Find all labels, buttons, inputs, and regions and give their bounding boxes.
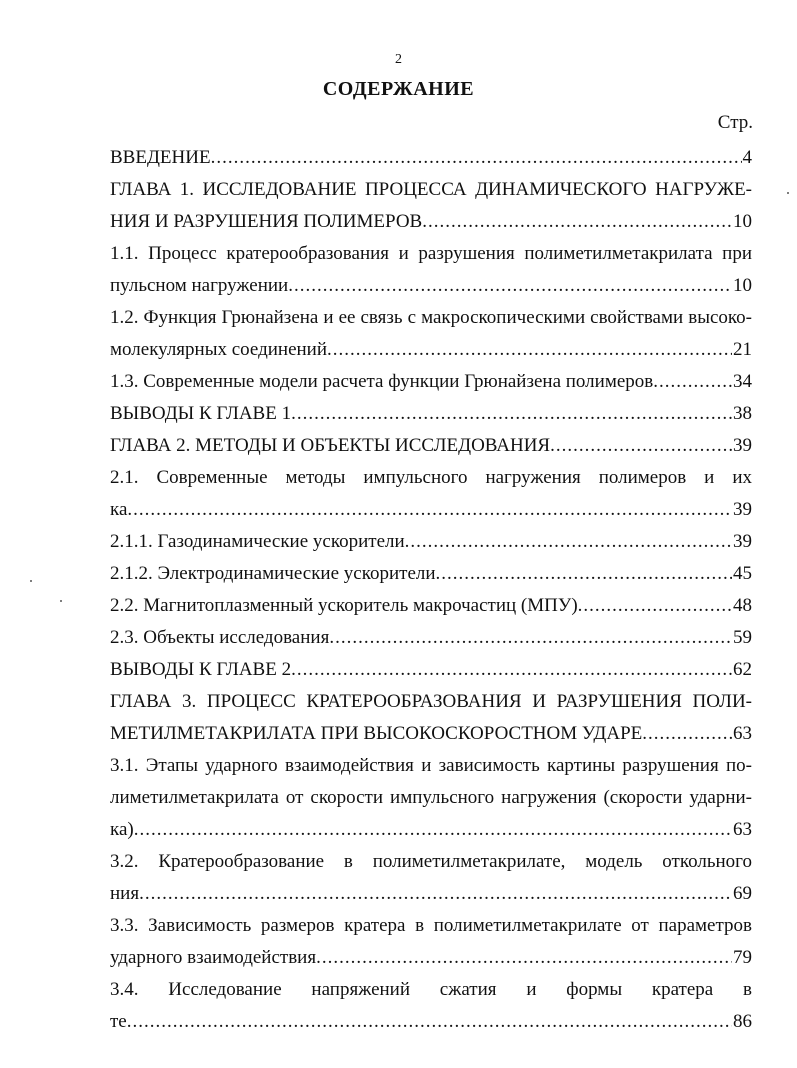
toc-leader-dots (291, 398, 732, 430)
toc-leader-dots (211, 142, 742, 174)
toc-entry (110, 718, 752, 750)
table-of-contents (110, 142, 752, 1038)
toc-entry-text: ударного взаимодействия (110, 947, 317, 968)
toc-leader-dots (329, 622, 732, 654)
toc-entry (110, 590, 752, 622)
toc-entry-text: 2.3. Объекты исследования (110, 627, 330, 648)
toc-entry-page: 69 (733, 883, 752, 904)
toc-entry-page: 34 (733, 371, 752, 392)
toc-leader-dots (653, 366, 732, 398)
toc-entry-text: 1.3. Современные модели расчета функции Грюнайзена полимеров (110, 371, 654, 392)
toc-entry-first-line: 1.2. Функция Грюнайзена и ее связь с макроскопическими свойствами высоко- (110, 307, 752, 328)
toc-entry-page: 45 (733, 563, 752, 584)
toc-entry (110, 270, 752, 302)
toc-entry-text: ка) (110, 819, 134, 840)
toc-leader-dots (578, 590, 732, 622)
toc-leader-dots (436, 558, 732, 590)
toc-leader-dots (139, 878, 732, 910)
toc-entry-page: 62 (733, 659, 752, 680)
toc-leader-dots (316, 942, 732, 974)
toc-entry-page: 4 (742, 147, 752, 168)
page-number: 2 (395, 52, 402, 67)
toc-entry-text: те (110, 1011, 127, 1032)
toc-entry (110, 526, 752, 558)
toc-entry-first-line: 1.1. Процесс кратерообразования и разрушения полиметилметакрилата при (110, 243, 752, 264)
toc-entry-first-line: 3.3. Зависимость размеров кратера в полиметилметакрилате от параметров (110, 915, 752, 936)
toc-entry-text: ВЫВОДЫ К ГЛАВЕ 1 (110, 403, 292, 424)
toc-leader-dots (291, 654, 732, 686)
toc-entry-text: ка (110, 499, 128, 520)
toc-leader-dots (550, 430, 732, 462)
toc-entry (110, 494, 752, 526)
toc-entry (110, 654, 752, 686)
toc-entry-text: 2.1.2. Электродинамические ускорители (110, 563, 436, 584)
page-column-label: Стр. (717, 112, 753, 133)
toc-entry-page: 79 (733, 947, 752, 968)
toc-leader-dots (127, 1006, 732, 1038)
toc-entry-text: ния (110, 883, 140, 904)
toc-entry (110, 142, 752, 174)
scan-speck (60, 600, 62, 602)
toc-leader-dots (642, 718, 732, 750)
toc-entry-first-line: 2.1. Современные методы импульсного нагружения полимеров и их (110, 467, 752, 488)
toc-entry (110, 814, 752, 846)
toc-entry-text: молекулярных соединений (110, 339, 328, 360)
toc-entry-text: ВЫВОДЫ К ГЛАВЕ 2 (110, 659, 292, 680)
toc-entry-text: пульсном нагружении (110, 275, 289, 296)
page-title: СОДЕРЖАНИЕ (322, 78, 475, 100)
toc-entry-page: 39 (733, 499, 752, 520)
toc-entry (110, 878, 752, 910)
toc-entry-page: 48 (733, 595, 752, 616)
toc-entry (110, 206, 752, 238)
toc-leader-dots (327, 334, 732, 366)
toc-entry-page: 10 (733, 275, 752, 296)
toc-leader-dots (127, 494, 732, 526)
toc-entry (110, 1006, 752, 1038)
scan-speck (30, 580, 32, 582)
toc-leader-dots (422, 206, 732, 238)
toc-entry-page: 38 (733, 403, 752, 424)
toc-entry-page: 39 (733, 435, 752, 456)
toc-entry-text: ГЛАВА 2. МЕТОДЫ И ОБЪЕКТЫ ИССЛЕДОВАНИЯ (110, 435, 551, 456)
scan-speck (787, 192, 789, 194)
toc-entry-text: ВВЕДЕНИЕ (110, 147, 211, 168)
toc-entry-page: 21 (733, 339, 752, 360)
toc-entry-text: 2.2. Магнитоплазменный ускоритель макрочастиц (МПУ) (110, 595, 578, 616)
toc-entry-text: МЕТИЛМЕТАКРИЛАТА ПРИ ВЫСОКОСКОРОСТНОМ УДАРЕ (110, 723, 643, 744)
toc-entry-first-line: 3.4. Исследование напряжений сжатия и формы кратера в (110, 979, 752, 1000)
toc-entry (110, 622, 752, 654)
toc-entry-page: 39 (733, 531, 752, 552)
toc-entry-page: 10 (733, 211, 752, 232)
toc-entry-first-line: ГЛАВА 1. ИССЛЕДОВАНИЕ ПРОЦЕССА ДИНАМИЧЕСКОГО НАГРУЖЕ- (110, 179, 752, 200)
toc-entry-first-line: 3.1. Этапы ударного взаимодействия и зависимость картины разрушения по- (110, 755, 752, 776)
toc-entry-page: 63 (733, 819, 752, 840)
toc-entry (110, 942, 752, 974)
toc-leader-dots (405, 526, 732, 558)
toc-entry (110, 366, 752, 398)
toc-entry-middle-line: лиметилметакрилата от скорости импульсного нагружения (скорости ударни- (110, 787, 752, 808)
toc-entry (110, 430, 752, 462)
toc-entry-first-line: 3.2. Кратерообразование в полиметилметакрилате, модель откольного (110, 851, 752, 872)
toc-entry-page: 59 (733, 627, 752, 648)
toc-entry-first-line: ГЛАВА 3. ПРОЦЕСС КРАТЕРООБРАЗОВАНИЯ И РАЗРУШЕНИЯ ПОЛИ- (110, 691, 752, 712)
toc-leader-dots (288, 270, 732, 302)
toc-entry-text: НИЯ И РАЗРУШЕНИЯ ПОЛИМЕРОВ (110, 211, 423, 232)
toc-entry (110, 558, 752, 590)
toc-entry-page: 86 (733, 1011, 752, 1032)
toc-entry (110, 398, 752, 430)
toc-entry-page: 63 (733, 723, 752, 744)
toc-entry-text: 2.1.1. Газодинамические ускорители (110, 531, 405, 552)
toc-leader-dots (134, 814, 732, 846)
toc-entry (110, 334, 752, 366)
